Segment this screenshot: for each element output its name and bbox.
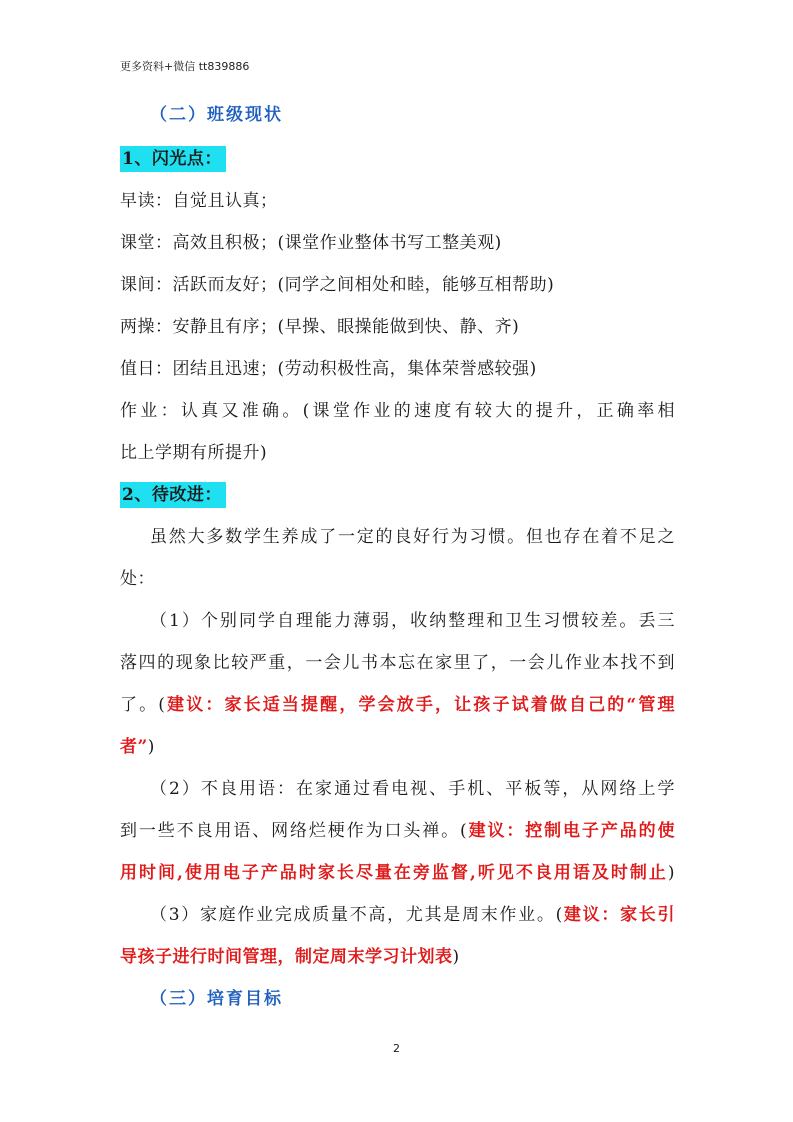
suggestion-text: 建议：控制电子产品的使 bbox=[467, 821, 675, 841]
issue1-line3 bbox=[120, 694, 675, 716]
highlight-label: 1、闪光点： bbox=[120, 146, 226, 172]
suggestion-text: 者” bbox=[120, 737, 148, 757]
highlight-label: 2、待改进： bbox=[120, 482, 226, 508]
item-homework-line1: 作业：认真又准确。(课堂作业的速度有较大的提升，正确率相 bbox=[120, 401, 675, 421]
issue1-line1: （1）个别同学自理能力薄弱，收纳整理和卫生习惯较差。丢三 bbox=[150, 611, 675, 631]
issue1-text: ) bbox=[147, 737, 155, 757]
issue2-line2 bbox=[120, 820, 675, 842]
issue1-line4 bbox=[120, 736, 155, 758]
suggestion-text: 建议：家长适当提醒，学会放手，让孩子试着做自己的“管理 bbox=[165, 695, 675, 715]
suggestion-text: 导孩子进行时间管理，制定周末学习计划表 bbox=[120, 947, 453, 967]
issue2-line1: （2）不良用语：在家通过看电视、手机、平板等，从网络上学 bbox=[150, 779, 675, 799]
intro-line2: 处： bbox=[120, 569, 155, 589]
item-recess: 课间：活跃而友好；(同学之间相处和睦，能够互相帮助) bbox=[120, 275, 555, 295]
item-classroom: 课堂：高效且积极；(课堂作业整体书写工整美观) bbox=[120, 233, 502, 253]
section-title-goals: （三）培育目标 bbox=[150, 989, 283, 1009]
item-exercises: 两操：安静且有序；(早操、眼操能做到快、静、齐) bbox=[120, 317, 520, 337]
issue3-text: （3）家庭作业完成质量不高，尤其是周末作业。( bbox=[150, 905, 563, 925]
issue2-text: 到一些不良用语、网络烂梗作为口头禅。( bbox=[120, 821, 468, 841]
issue3-line2 bbox=[120, 946, 460, 968]
intro-line1: 虽然大多数学生养成了一定的良好行为习惯。但也存在着不足之 bbox=[150, 527, 675, 547]
issue3-text: ) bbox=[452, 947, 460, 967]
item-morning-reading: 早读：自觉且认真； bbox=[120, 191, 278, 211]
issue2-text: ) bbox=[667, 863, 675, 883]
item-duty: 值日：团结且迅速；(劳动积极性高，集体荣誉感较强) bbox=[120, 359, 537, 379]
suggestion-text: 建议：家长引 bbox=[562, 905, 675, 925]
item-homework-line2: 比上学期有所提升) bbox=[120, 443, 268, 463]
issue1-line2: 落四的现象比较严重，一会儿书本忘在家里了，一会儿作业本找不到 bbox=[120, 653, 675, 673]
section-title-class-status: （二）班级现状 bbox=[150, 105, 283, 125]
issue1-text: 了。( bbox=[120, 695, 166, 715]
suggestion-text: 用时间,使用电子产品时家长尽量在旁监督,听见不良用语及时制止 bbox=[120, 863, 668, 883]
highlight-heading-improvements bbox=[120, 484, 226, 506]
issue2-line3 bbox=[120, 862, 675, 884]
issue3-line1 bbox=[150, 904, 675, 926]
highlight-heading-strengths bbox=[120, 148, 226, 170]
page-header: 更多资料+微信 tt839886 bbox=[120, 60, 250, 73]
page-number: 2 bbox=[393, 1042, 400, 1055]
